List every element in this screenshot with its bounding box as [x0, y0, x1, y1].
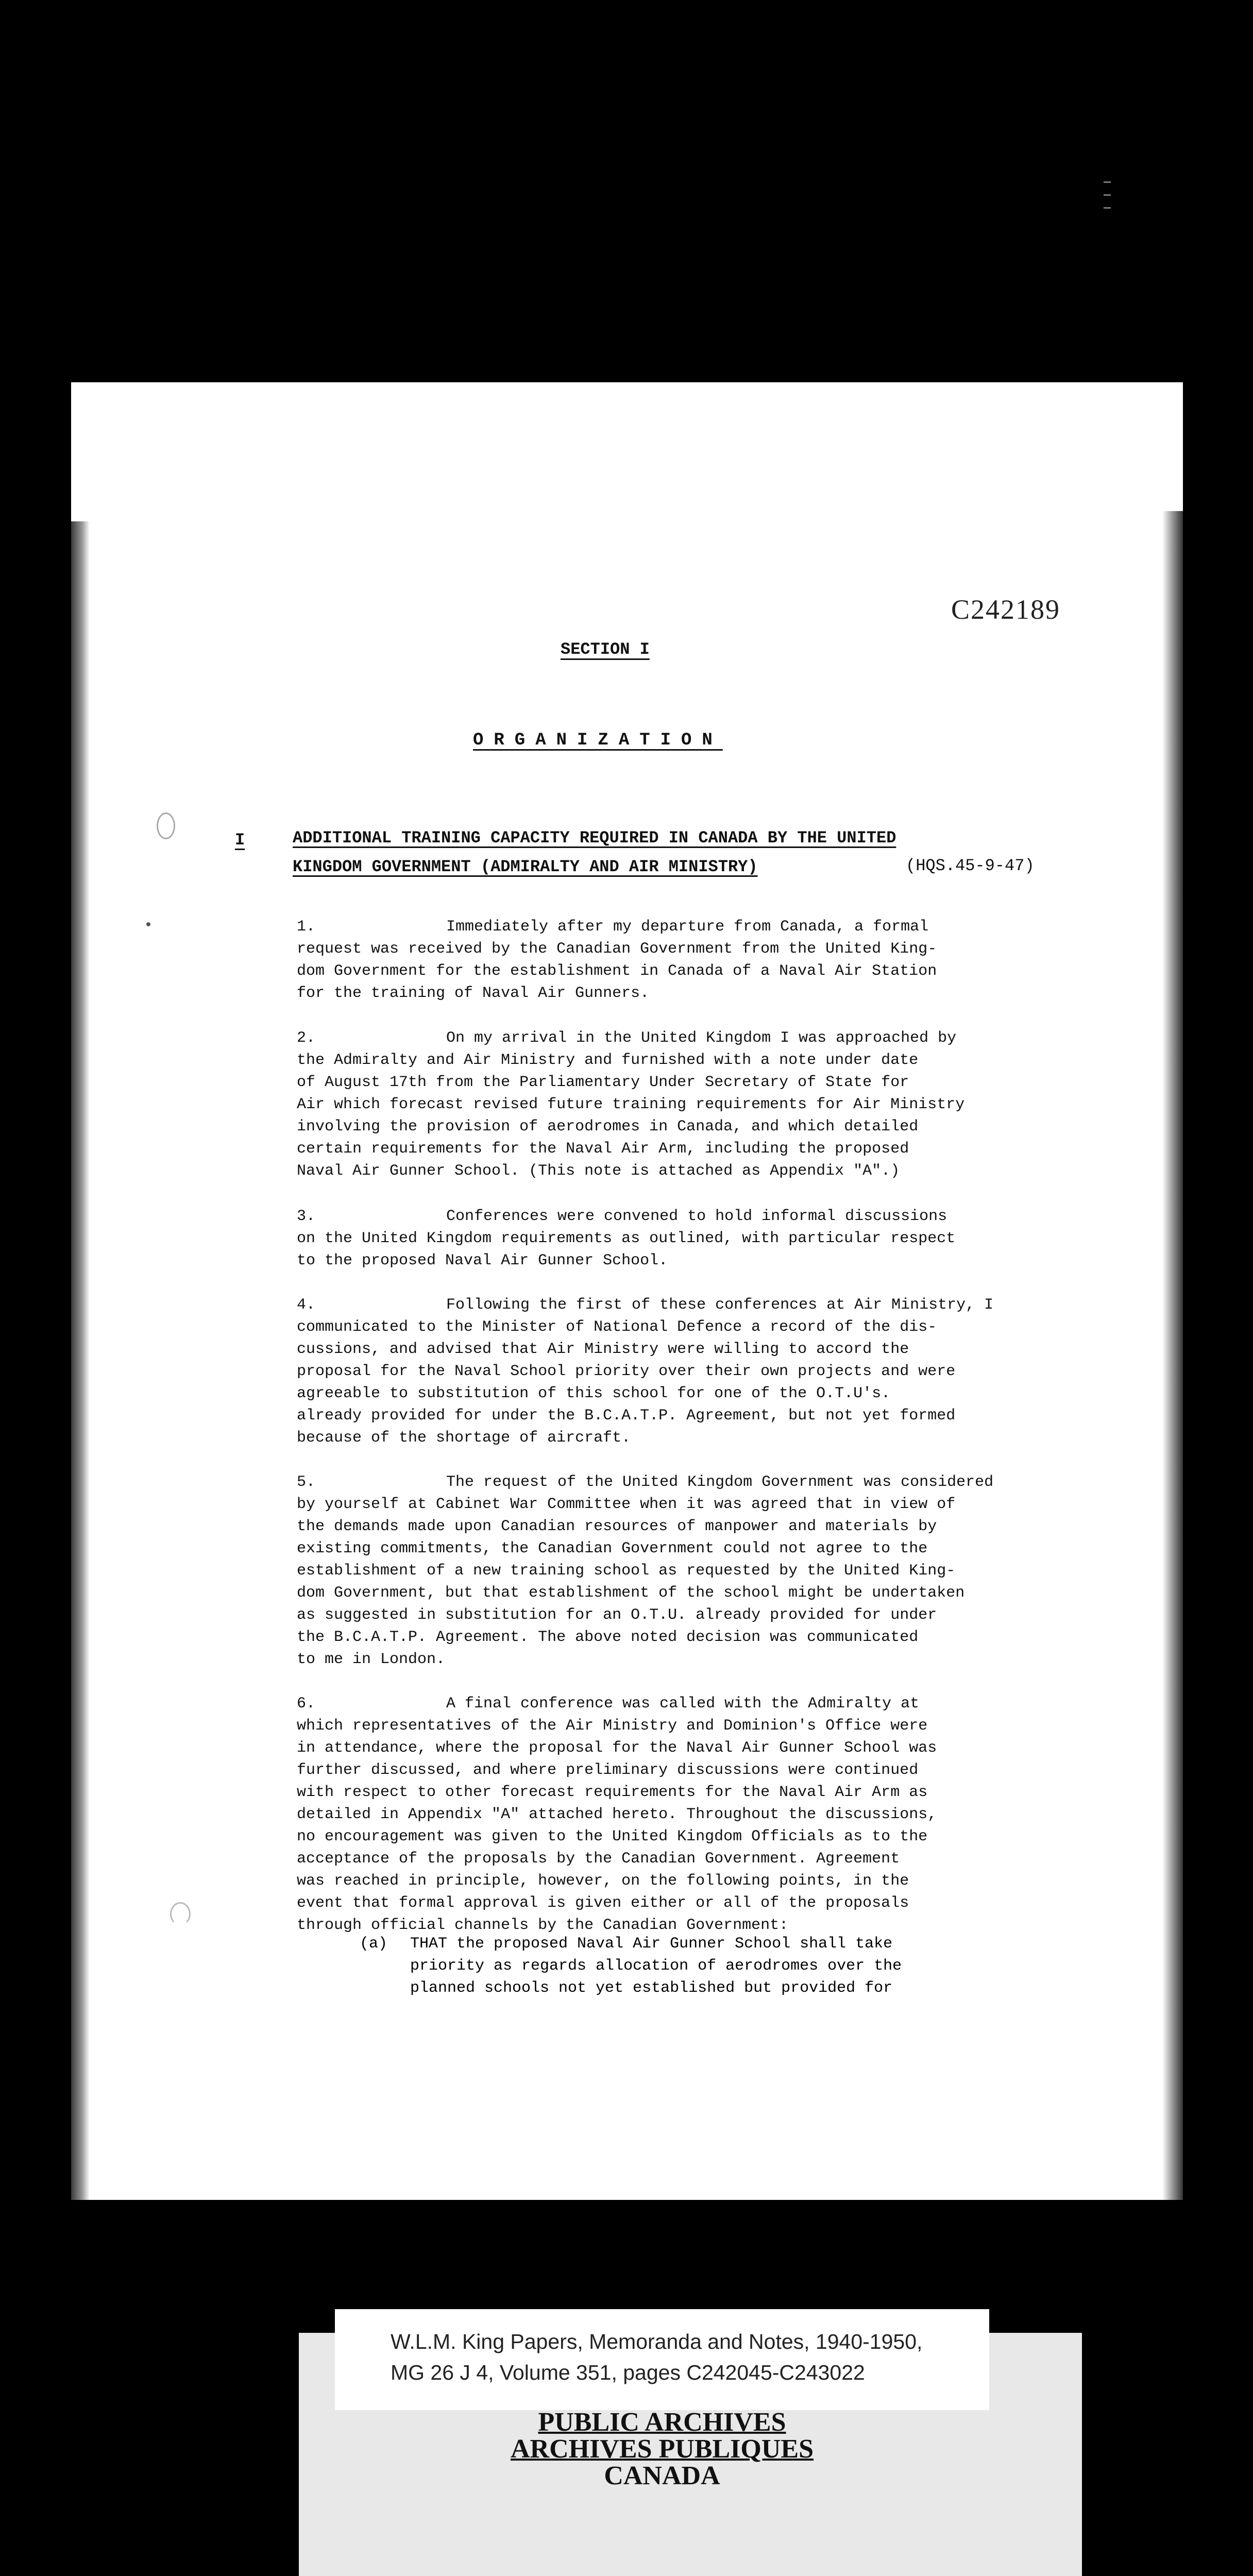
paragraph-line: in attendance, where the proposal for the Naval Air Gunner School was — [297, 1739, 937, 1757]
paragraph-line: to the proposed Naval Air Gunner School. — [297, 1252, 668, 1269]
paragraph-number: 1. — [297, 918, 316, 936]
citation-card — [335, 2309, 989, 2410]
item-title-line-2: KINGDOM GOVERNMENT (ADMIRALTY AND AIR MINISTRY) — [293, 857, 758, 876]
paragraph-line: with respect to other forecast requirements for the Naval Air Arm as — [297, 1784, 928, 1801]
paragraph-number: 4. — [297, 1296, 316, 1314]
paragraph-2 — [297, 1027, 1142, 1182]
paragraph-line: involving the provision of aerodromes in Canada, and which detailed — [297, 1118, 919, 1136]
paragraph-line: acceptance of the proposals by the Canadian Government. Agreement — [297, 1850, 900, 1868]
paragraph-line: by yourself at Cabinet War Committee when it was agreed that in view of — [297, 1496, 956, 1513]
paragraph-line: certain requirements for the Naval Air Arm, including the proposed — [297, 1140, 909, 1158]
paragraph-line: cussions, and advised that Air Ministry were willing to accord the — [297, 1341, 909, 1358]
paragraph-line: event that formal approval is given either or all of the proposals — [297, 1894, 909, 1912]
archive-stamp-line-3: CANADA — [604, 2461, 720, 2490]
paragraph-line: the B.C.A.T.P. Agreement. The above noted decision was communicated — [297, 1629, 919, 1646]
paragraph-line: establishment of a new training school as requested by the United King- — [297, 1562, 956, 1580]
item-roman-numeral: I — [235, 831, 245, 850]
punch-hole-mark — [157, 812, 175, 839]
paragraph-number: 5. — [297, 1473, 316, 1491]
paragraph-5 — [297, 1471, 1142, 1671]
page-left-shadow — [71, 521, 90, 2200]
paragraph-line: to me in London. — [297, 1651, 446, 1668]
paragraph-line: request was received by the Canadian Government from the United King- — [297, 940, 937, 958]
paragraph-line: on the United Kingdom requirements as outlined, with particular respect — [297, 1230, 956, 1247]
archive-stamp-line-1: PUBLIC ARCHIVES — [538, 2408, 786, 2437]
sub-item-line: planned schools not yet established but provided for — [410, 1979, 893, 1997]
paragraph-number: 2. — [297, 1029, 316, 1047]
paragraph-line: existing commitments, the Canadian Government could not agree to the — [297, 1540, 928, 1557]
paragraph-line: as suggested in substitution for an O.T.U. already provided for under — [297, 1606, 937, 1624]
sub-item-line: priority as regards allocation of aerodromes over the — [410, 1957, 902, 1975]
paragraph-line: already provided for under the B.C.A.T.P. Agreement, but not yet formed — [297, 1407, 956, 1425]
paragraph-number: 3. — [297, 1208, 316, 1225]
item-title-line-1: ADDITIONAL TRAINING CAPACITY REQUIRED IN CANADA BY THE UNITED — [293, 828, 896, 848]
paragraph-3 — [297, 1206, 1142, 1272]
scan-edge-marks — [1104, 170, 1119, 232]
paragraph-line: Naval Air Gunner School. (This note is attached as Appendix "A".) — [297, 1162, 900, 1180]
citation-line-2: MG 26 J 4, Volume 351, pages C242045-C243022 — [391, 2361, 865, 2384]
document-page — [71, 382, 1183, 2200]
paragraph-line: proposal for the Naval School priority over their own projects and were — [297, 1363, 956, 1380]
paragraph-line: through official channels by the Canadian Government: — [297, 1917, 789, 1934]
archive-stamp-line-2: ARCHIVES PUBLIQUES — [510, 2434, 814, 2464]
paragraph-line: On my arrival in the United Kingdom I was approached by — [446, 1029, 957, 1047]
paragraph-line: Following the first of these conferences at Air Ministry, I — [446, 1296, 994, 1314]
paragraph-line: A final conference was called with the Admiralty at — [446, 1695, 920, 1713]
paragraph-line: detailed in Appendix "A" attached hereto. Throughout the discussions, — [297, 1806, 937, 1823]
paragraph-line: Immediately after my departure from Canada, a formal — [446, 918, 929, 936]
archive-stamp — [335, 2409, 989, 2489]
paragraph-line: of August 17th from the Parliamentary Under Secretary of State for — [297, 1074, 909, 1091]
section-heading: SECTION I — [561, 640, 650, 659]
paragraph-line: which representatives of the Air Ministry and Dominion's Office were — [297, 1717, 928, 1735]
sub-item-label: (a) — [360, 1935, 388, 1953]
file-reference: (HQS.45-9-47) — [906, 856, 1035, 875]
paragraph-line: Air which forecast revised future training requirements for Air Ministry — [297, 1096, 965, 1113]
paragraph-line: Conferences were convened to hold informal discussions — [446, 1208, 947, 1225]
paragraph-line: the Admiralty and Air Ministry and furnished with a note under date — [297, 1052, 919, 1069]
paragraph-line: dom Government for the establishment in Canada of a Naval Air Station — [297, 962, 937, 980]
paragraph-6 — [297, 1693, 1142, 1937]
serial-number: C242189 — [951, 594, 1061, 625]
organization-heading: ORGANIZATION — [473, 731, 723, 750]
paragraph-line: no encouragement was given to the United Kingdom Officials as to the — [297, 1828, 928, 1845]
sub-item-a — [360, 1933, 1132, 1999]
paragraph-4 — [297, 1294, 1142, 1449]
paragraph-line: dom Government, but that establishment of the school might be undertaken — [297, 1584, 965, 1602]
sub-item-line: THAT the proposed Naval Air Gunner School shall take — [410, 1935, 893, 1953]
paragraph-line: was reached in principle, however, on the following points, in the — [297, 1872, 909, 1890]
paragraph-line: because of the shortage of aircraft. — [297, 1429, 631, 1447]
paragraph-line: communicated to the Minister of National Defence a record of the dis- — [297, 1318, 937, 1336]
punch-hole-mark — [170, 1902, 191, 1926]
paragraph-line: agreeable to substitution of this school for one of the O.T.U's. — [297, 1385, 891, 1402]
ink-dot — [146, 922, 150, 926]
page-right-shadow — [1162, 511, 1183, 2200]
paragraph-1 — [297, 916, 1142, 1005]
paragraph-line: the demands made upon Canadian resources of manpower and materials by — [297, 1518, 937, 1535]
paragraph-number: 6. — [297, 1695, 316, 1713]
paragraph-line: The request of the United Kingdom Government was considered — [446, 1473, 994, 1491]
paragraph-line: for the training of Naval Air Gunners. — [297, 985, 650, 1002]
paragraph-line: further discussed, and where preliminary discussions were continued — [297, 1761, 919, 1779]
citation-line-1: W.L.M. King Papers, Memoranda and Notes, 1940-1950, — [391, 2330, 923, 2353]
